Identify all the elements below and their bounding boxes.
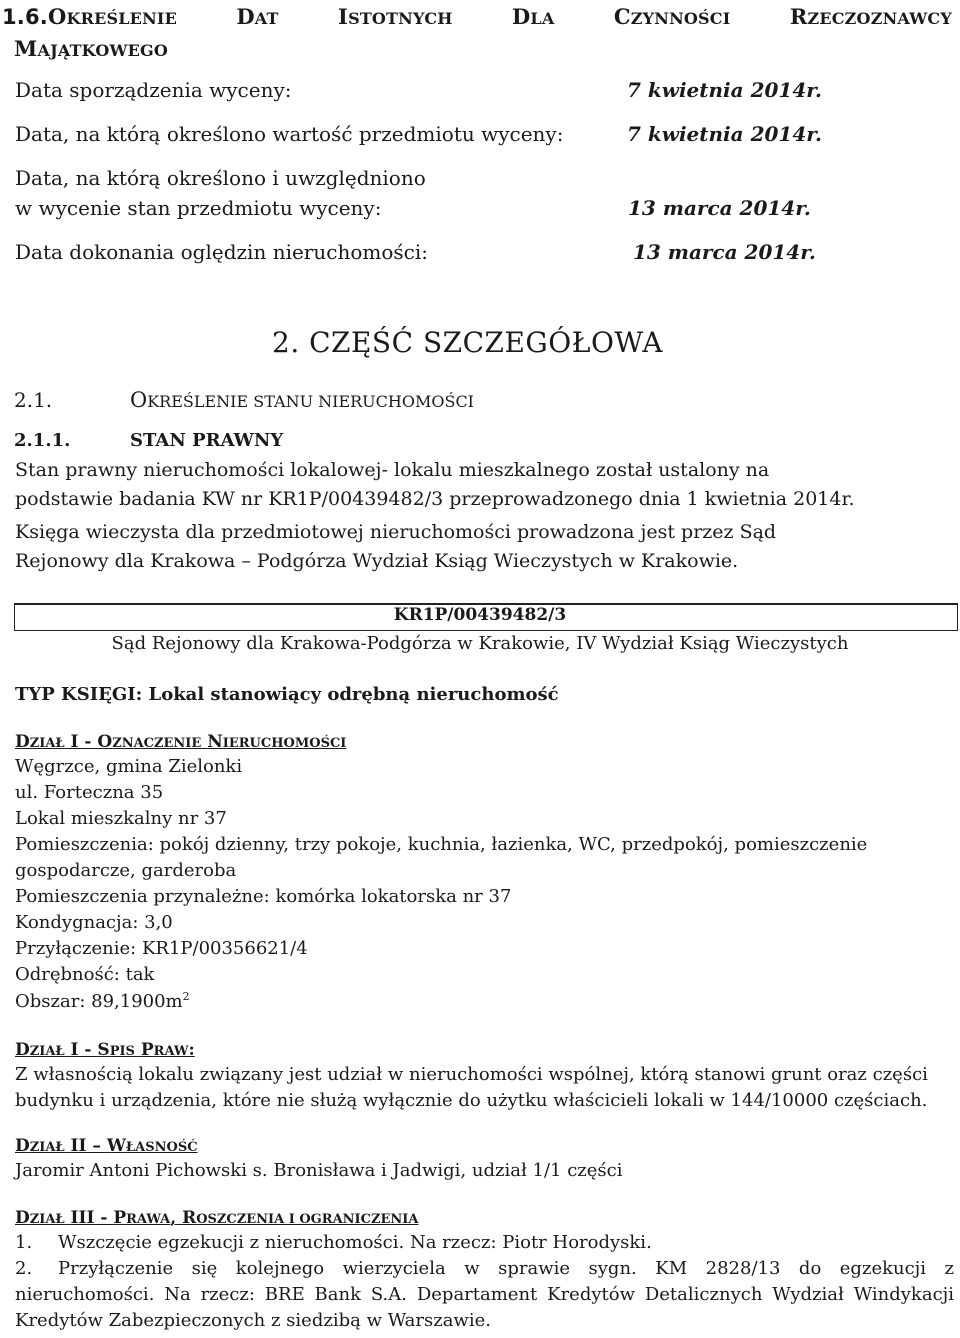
claim-item-2-line-2: nieruchomości. Na rzecz: BRE Bank S.A. Departament Kredytów Detalicznych Wydział Windykacji xyxy=(15,1284,954,1305)
claim-item-2-line-3: Kredytów Zabezpieczonych z siedzibą w Warszawie. xyxy=(15,1310,491,1331)
land-register-line-1: Księga wieczysta dla przedmiotowej nieruchomości prowadzona jest przez Sąd xyxy=(15,521,777,543)
section-dzial-1-oznaczenie-heading: DZIAŁ I - OZNACZENIE NIERUCHOMOŚCI xyxy=(15,732,347,752)
section-1-6-title-line2: MAJĄTKOWEGO xyxy=(14,36,169,61)
claim-item-2-number: 2. xyxy=(15,1258,33,1279)
part-2-title: 2. CZĘŚĆ SZCZEGÓŁOWA xyxy=(272,326,664,359)
land-register-line-2: Rejonowy dla Krakowa – Podgórza Wydział Ksiąg Wieczystych w Krakowie. xyxy=(15,550,739,572)
section-2-1-number: 2.1. xyxy=(14,388,53,412)
date-label-3b: w wycenie stan przedmiotu wyceny: xyxy=(15,196,382,220)
title-word-3: ISTOTNYCH xyxy=(338,4,453,29)
date-label-3a: Data, na którą określono i uwzględniono xyxy=(15,166,426,190)
section-dzial-2-heading: DZIAŁ II – WŁASNOŚĆ xyxy=(15,1136,198,1156)
section-2-1-heading xyxy=(14,388,52,412)
legal-status-line-1: Stan prawny nieruchomości lokalowej- lokalu mieszkalnego został ustalony na xyxy=(15,459,770,481)
date-value-3: 13 marca 2014r. xyxy=(628,196,811,220)
section-2-1-title: OKREŚLENIE STANU NIERUCHOMOŚCI xyxy=(130,388,474,412)
date-value-4: 13 marca 2014r. xyxy=(633,240,816,264)
property-line: Pomieszczenia: pokój dzienny, trzy pokoje, kuchnia, łazienka, WC, przedpokój, pomieszczenie xyxy=(15,834,868,855)
property-line: Węgrzce, gmina Zielonki xyxy=(15,756,243,777)
title-word-6: RZECZOZNAWCY xyxy=(789,4,952,29)
property-line: Pomieszczenia przynależne: komórka lokatorska nr 37 xyxy=(15,886,512,907)
rights-line: budynku i urządzenia, które nie służą wyłącznie do użytku właścicieli lokali w 144/10000 częściach. xyxy=(15,1090,928,1111)
date-label-4: Data dokonania oględzin nieruchomości: xyxy=(15,240,428,264)
rights-line: Z własnością lokalu związany jest udział w nieruchomości wspólnej, którą stanowi grunt oraz części xyxy=(15,1064,928,1085)
section-2-1-1-title: STAN PRAWNY xyxy=(130,430,284,451)
title-word-2: DAT xyxy=(236,4,279,29)
date-label-1: Data sporządzenia wyceny: xyxy=(15,78,292,102)
owner-line: Jaromir Antoni Pichowski s. Bronisława i Jadwigi, udział 1/1 części xyxy=(15,1160,623,1181)
date-label-2: Data, na którą określono wartość przedmiotu wyceny: xyxy=(15,122,564,146)
property-line: Odrębność: tak xyxy=(15,964,155,985)
legal-status-line-2: podstawie badania KW nr KR1P/00439482/3 przeprowadzonego dnia 1 kwietnia 2014r. xyxy=(15,488,855,510)
property-line: gospodarcze, garderoba xyxy=(15,860,237,881)
title-word-1: 1.6.OKREŚLENIE xyxy=(2,4,177,29)
property-area: Obszar: $89,1900m^2$ xyxy=(15,990,190,1012)
land-register-court: Sąd Rejonowy dla Krakowa-Podgórza w Krakowie, IV Wydział Ksiąg Wieczystych xyxy=(111,633,849,654)
claim-item-2-line-1: Przyłączenie się kolejnego wierzyciela w sprawie sygn. KM 2828/13 do egzekucji z xyxy=(58,1258,954,1279)
claim-item-1-text: Wszczęcie egzekucji z nieruchomości. Na rzecz: Piotr Horodyski. xyxy=(58,1232,652,1253)
date-value-1: 7 kwietnia 2014r. xyxy=(627,78,822,102)
title-word-5: CZYNNOŚCI xyxy=(613,4,731,29)
property-line: ul. Forteczna 35 xyxy=(15,782,164,803)
section-2-1-1-number: 2.1.1. xyxy=(14,430,71,451)
property-line: Lokal mieszkalny nr 37 xyxy=(15,808,227,829)
section-1-6-title xyxy=(2,4,952,29)
title-word-4: DLA xyxy=(511,4,555,29)
claim-item-1-number: 1. xyxy=(15,1232,33,1253)
property-line: Kondygnacja: 3,0 xyxy=(15,912,173,933)
section-dzial-1-spis-praw-heading: DZIAŁ I - SPIS PRAW: xyxy=(15,1040,195,1060)
date-value-2: 7 kwietnia 2014r. xyxy=(627,122,822,146)
section-dzial-3-heading: DZIAŁ III - PRAWA, ROSZCZENIA I OGRANICZENIA xyxy=(15,1208,419,1228)
property-line: Przyłączenie: KR1P/00356621/4 xyxy=(15,938,308,959)
land-register-number: KR1P/00439482/3 xyxy=(393,605,567,625)
register-type: TYP KSIĘGI: Lokal stanowiący odrębną nieruchomość xyxy=(15,684,559,705)
